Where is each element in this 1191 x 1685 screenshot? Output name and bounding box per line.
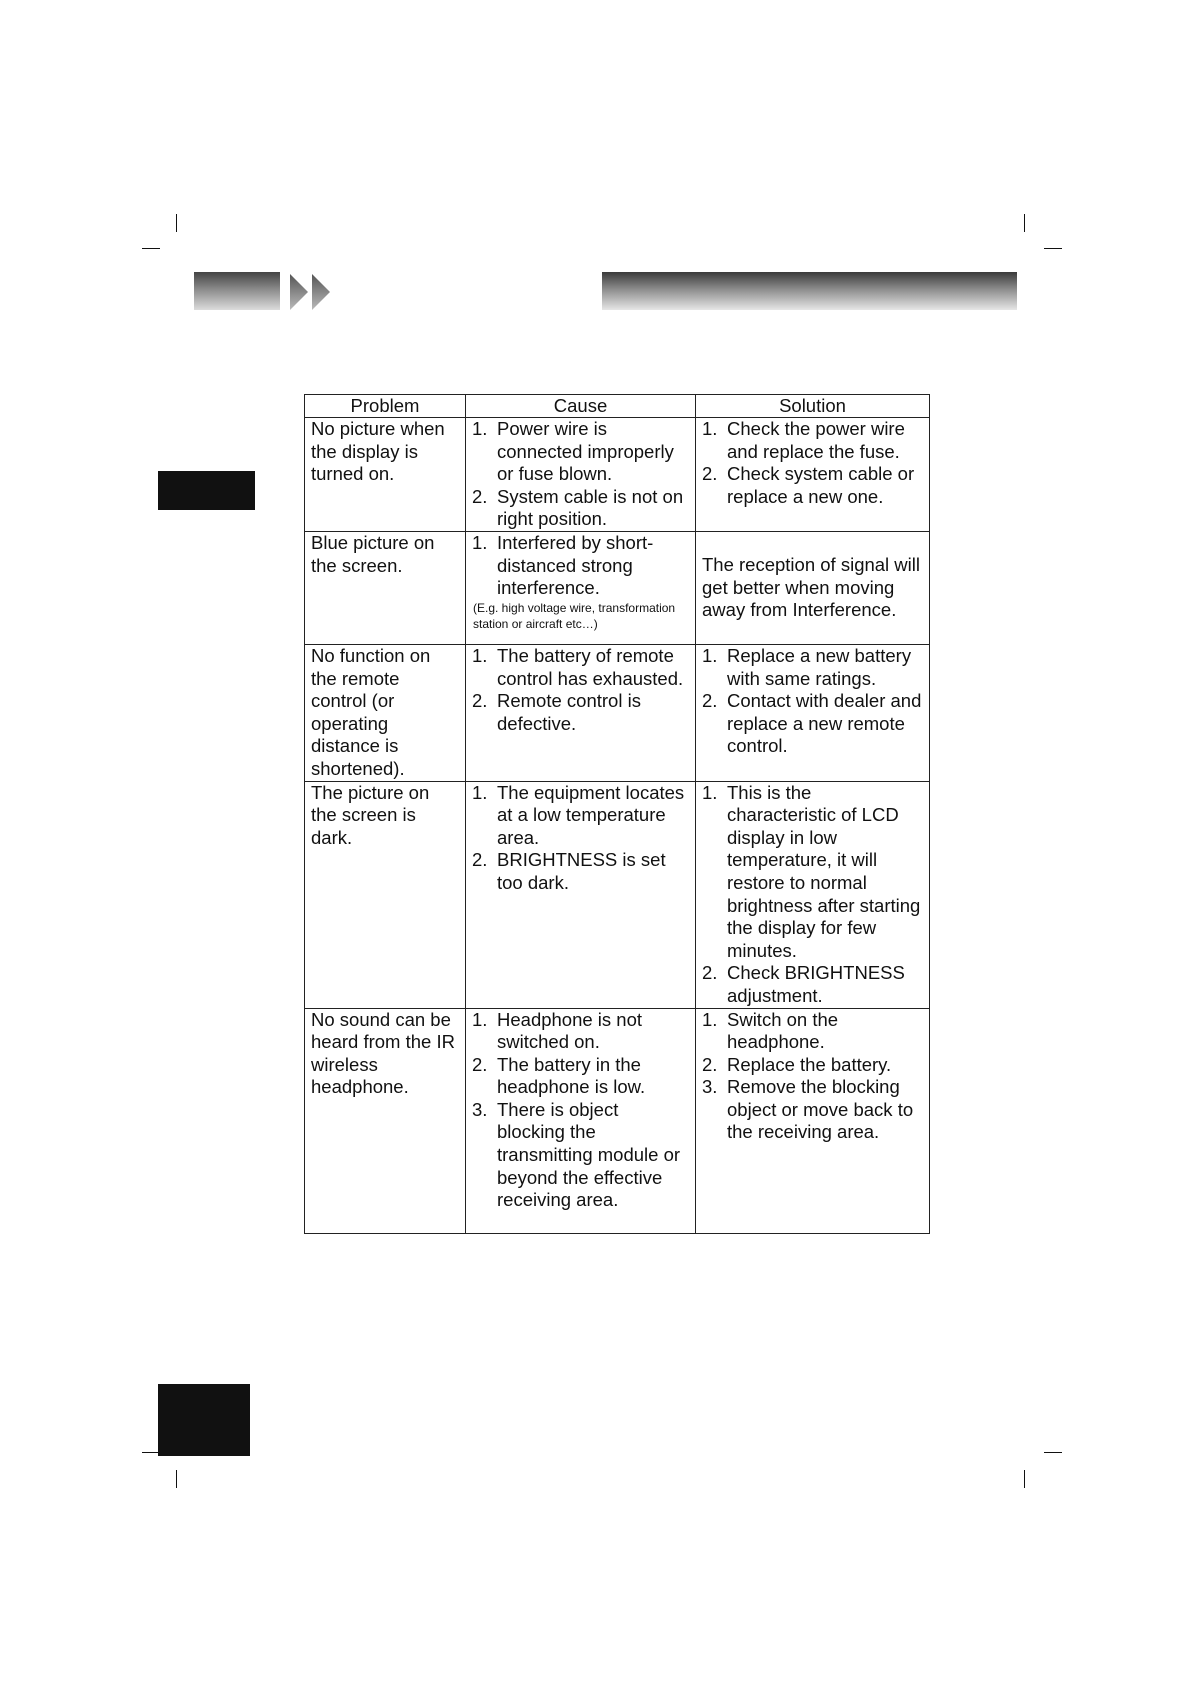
solution-item: 2. Replace the battery.	[702, 1053, 892, 1075]
solution-cell	[696, 645, 930, 782]
header-gradient-bar	[602, 272, 1017, 310]
page-number-tab	[158, 1384, 250, 1456]
cause-item: 1. Power wire is connected improperly or fuse blown.	[472, 418, 674, 485]
header-problem: Problem	[305, 395, 466, 418]
crop-mark	[1024, 1470, 1025, 1488]
cause-cell	[466, 645, 696, 782]
crop-mark	[176, 214, 177, 232]
troubleshooting-table	[304, 394, 930, 1234]
cause-cell	[466, 418, 696, 532]
crop-mark	[142, 248, 160, 249]
cause-cell	[466, 1008, 696, 1233]
cause-item: 1. Headphone is not switched on.	[472, 1008, 643, 1053]
solution-text: The reception of signal will get better when moving away from Interference.	[702, 554, 920, 621]
solution-item: 2. Check system cable or replace a new one.	[702, 463, 915, 507]
cause-item: 1. The equipment locates at a low temperature area.	[472, 781, 685, 848]
problem-cell: The picture on the screen is dark.	[305, 781, 466, 1008]
solution-item: 1. Replace a new battery with same ratings.	[702, 645, 912, 689]
table-row	[305, 418, 930, 532]
problem-cell: No function on the remote control (or operating distance is shortened).	[305, 645, 466, 782]
double-arrow-icon	[290, 274, 334, 310]
solution-item: 1. Switch on the headphone.	[702, 1008, 839, 1053]
table-row	[305, 532, 930, 645]
cause-cell	[466, 532, 696, 645]
table-row	[305, 645, 930, 782]
problem-cell: No picture when the display is turned on.	[305, 418, 466, 532]
header-gradient-tab	[194, 272, 280, 310]
section-side-tab	[158, 471, 255, 510]
solution-cell	[696, 532, 930, 645]
cause-cell	[466, 781, 696, 1008]
cause-item: 2. The battery in the headphone is low.	[472, 1053, 646, 1098]
crop-mark	[1044, 248, 1062, 249]
crop-mark	[1044, 1452, 1062, 1453]
table-row	[305, 781, 930, 1008]
cause-item: 1. The battery of remote control has exhausted.	[472, 645, 684, 689]
problem-cell: Blue picture on the screen.	[305, 532, 466, 645]
header-solution: Solution	[696, 395, 930, 418]
solution-item: 2. Contact with dealer and replace a new remote control.	[702, 690, 922, 757]
solution-item: 2. Check BRIGHTNESS adjustment.	[702, 962, 905, 1006]
cause-item: 2. System cable is not on right position.	[472, 485, 684, 530]
cause-note: (E.g. high voltage wire, transformation station or aircraft etc…)	[473, 600, 676, 632]
cause-item: 2. BRIGHTNESS is set too dark.	[472, 849, 666, 893]
solution-cell	[696, 781, 930, 1008]
problem-cell: No sound can be heard from the IR wireless headphone.	[305, 1008, 466, 1233]
cause-item: 3. There is object blocking the transmitting module or beyond the effective receiving area.	[472, 1098, 681, 1211]
solution-item: 1. Check the power wire and replace the fuse.	[702, 418, 905, 462]
crop-mark	[1024, 214, 1025, 232]
solution-item: 3. Remove the blocking object or move back to the receiving area.	[702, 1076, 914, 1143]
cause-item: 2. Remote control is defective.	[472, 690, 641, 734]
solution-cell	[696, 418, 930, 532]
header-cause: Cause	[466, 395, 696, 418]
solution-cell	[696, 1008, 930, 1233]
solution-item: 1. This is the characteristic of LCD display in low temperature, it will restore to normal brightness after starting the display for few minutes.	[702, 781, 921, 961]
table-row	[305, 1008, 930, 1233]
cause-item: 1. Interfered by short-distanced strong interference.	[472, 532, 654, 599]
crop-mark	[176, 1470, 177, 1488]
table-header-row	[305, 395, 930, 418]
